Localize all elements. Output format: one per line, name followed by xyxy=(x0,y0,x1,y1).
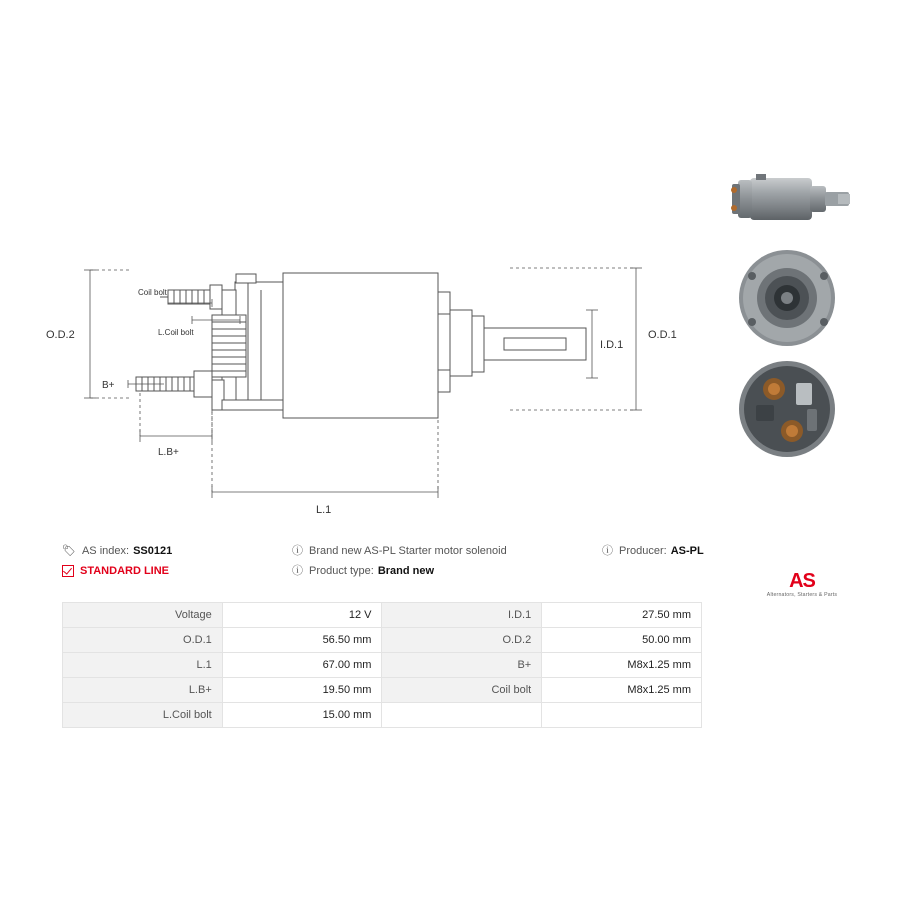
spec-key: I.D.1 xyxy=(382,603,542,628)
standard-line-label: STANDARD LINE xyxy=(80,565,170,577)
table-row xyxy=(63,703,702,728)
product-info-block xyxy=(62,544,842,598)
spec-key: O.D.1 xyxy=(63,628,223,653)
product-type xyxy=(292,565,602,577)
spec-key-empty xyxy=(382,703,542,728)
solenoid-rear-photo xyxy=(712,357,862,462)
dim-label-od2: O.D.2 xyxy=(46,329,75,341)
spec-key: Coil bolt xyxy=(382,678,542,703)
as-index xyxy=(62,545,292,557)
spec-value: 67.00 mm xyxy=(222,653,382,678)
spec-value: 12 V xyxy=(222,603,382,628)
spec-key: O.D.2 xyxy=(382,628,542,653)
producer-value: AS-PL xyxy=(670,545,704,557)
spec-key: B+ xyxy=(382,653,542,678)
brand-tagline: Alternators, Starters & Parts xyxy=(766,592,838,598)
dim-label-bplus: B+ xyxy=(102,380,115,391)
spec-value: M8x1.25 mm xyxy=(542,678,702,703)
table-row xyxy=(63,653,702,678)
spec-value: 27.50 mm xyxy=(542,603,702,628)
solenoid-diagram-svg xyxy=(40,230,680,530)
spec-key: L.1 xyxy=(63,653,223,678)
info-row-2 xyxy=(62,565,842,577)
spec-value: M8x1.25 mm xyxy=(542,653,702,678)
spec-value: 15.00 mm xyxy=(222,703,382,728)
table-row xyxy=(63,603,702,628)
producer xyxy=(602,545,842,557)
dim-label-l-coil-bolt: L.Coil bolt xyxy=(158,328,194,337)
info-icon: ⓘ xyxy=(292,564,303,577)
spec-value: 50.00 mm xyxy=(542,628,702,653)
spec-value: 56.50 mm xyxy=(222,628,382,653)
dim-label-id1: I.D.1 xyxy=(600,339,624,351)
product-description xyxy=(292,545,602,557)
spec-value: 19.50 mm xyxy=(222,678,382,703)
as-index-label: AS index: xyxy=(81,545,130,557)
standard-line-badge xyxy=(62,565,292,577)
brand-name: AS xyxy=(789,570,815,592)
dim-label-coil-bolt: Coil bolt xyxy=(138,288,167,297)
spec-key: L.Coil bolt xyxy=(63,703,223,728)
product-description-text: Brand new AS-PL Starter motor solenoid xyxy=(309,545,507,557)
spec-key: L.B+ xyxy=(63,678,223,703)
table-row xyxy=(63,678,702,703)
tag-icon: 🏷 xyxy=(62,544,76,557)
dim-label-l1: L.1 xyxy=(316,504,332,516)
info-icon: ⓘ xyxy=(602,544,613,557)
spec-key: Voltage xyxy=(63,603,223,628)
product-photos xyxy=(692,160,882,468)
producer-label: Producer: xyxy=(619,545,667,557)
as-index-value: SS0121 xyxy=(133,545,173,557)
info-row-1 xyxy=(62,545,842,557)
specifications-table xyxy=(62,602,702,728)
solenoid-side-photo xyxy=(712,160,862,240)
solenoid-front-photo xyxy=(712,246,862,351)
checkbox-icon xyxy=(62,565,74,577)
table-row xyxy=(63,628,702,653)
technical-drawing xyxy=(40,230,680,530)
dim-label-lbplus: L.B+ xyxy=(158,447,179,458)
info-icon: ⓘ xyxy=(292,544,303,557)
as-pl-logo xyxy=(762,571,842,598)
product-type-label: Product type: xyxy=(309,565,374,577)
spec-value-empty xyxy=(542,703,702,728)
dim-label-od1: O.D.1 xyxy=(648,329,677,341)
product-type-value: Brand new xyxy=(377,565,435,577)
